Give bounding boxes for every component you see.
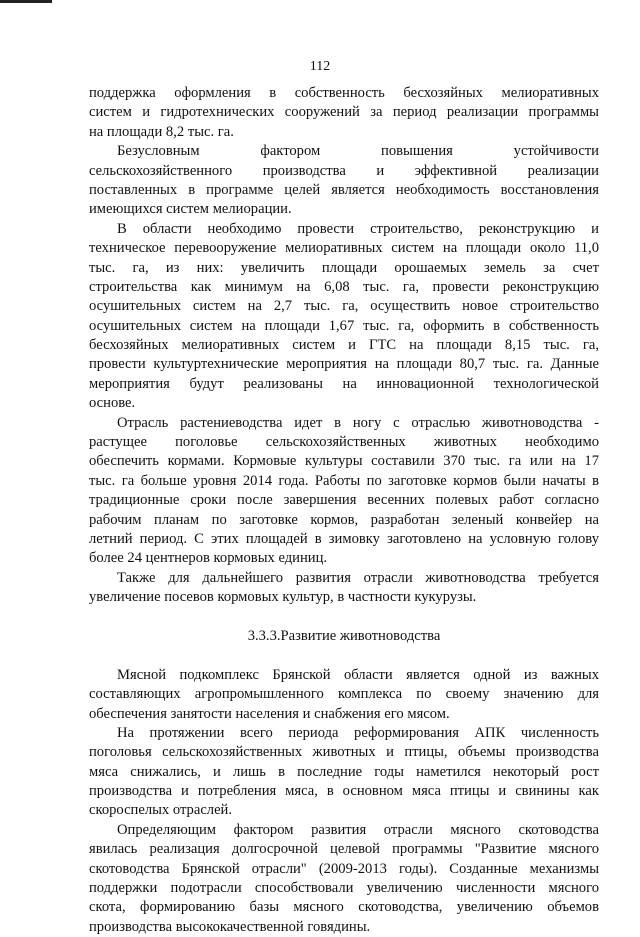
- text-line: На протяжении всего периода реформирования АПК численность: [117, 724, 599, 741]
- paragraph: [89, 666, 599, 724]
- text-line: производства высококачественной говядины.: [89, 918, 371, 935]
- text-line: увеличение посевов кормовых культур, в частности кукурузы.: [89, 589, 477, 606]
- text-line: бесхозяйных мелиоративных систем и ГТС на площади 8,15 тыс. га,: [89, 337, 599, 354]
- text-line: тыс. га больше уровня 2014 года. Работы по заготовке кормов были начаты в: [89, 472, 599, 489]
- text-line: осушительных систем на 2,7 тыс. га, осуществить новое строительство: [89, 298, 599, 315]
- text-line: производства и потребления мяса, в основном мяса птицы и свинины как: [89, 783, 599, 800]
- text-line: провести культуртехнические мероприятия на площади 80,7 тыс. га. Данные: [89, 356, 599, 373]
- text-line: мяса снижались, и лишь в последние годы наметился некоторый рост: [89, 763, 599, 780]
- paragraphs-after-heading: [89, 666, 599, 937]
- text-line: имеющихся систем мелиорации.: [89, 201, 292, 218]
- text-line: обеспечить кормами. Кормовые культуры составили 370 тыс. га или на 17: [89, 453, 599, 470]
- text-line: на площади 8,2 тыс. га.: [89, 123, 234, 140]
- text-line: поддержки подотрасли способствовали увеличению численности мясного: [89, 880, 599, 897]
- paragraph: [89, 414, 599, 569]
- text-line: скотоводства Брянской отрасли" (2009-2013 годы). Созданные механизмы: [89, 860, 599, 877]
- text-line: строительства как минимум на 6,08 тыс. га, провести реконструкцию: [89, 278, 599, 295]
- text-line: составляющих агропромышленного комплекса по своему значению для: [89, 686, 599, 703]
- text-line: поддержка оформления в собственность бесхозяйных мелиоративных: [89, 85, 599, 101]
- text-line: поголовья сельскохозяйственных животных и птицы, объемы производства: [89, 744, 599, 761]
- text-line: скороспелых отраслей.: [89, 802, 233, 819]
- text-line: сельскохозяйственного производства и эффективной реализации: [89, 162, 599, 179]
- text-line: систем и гидротехнических сооружений за период реализации программы: [89, 104, 599, 121]
- paragraphs-before-heading: [89, 84, 599, 608]
- text-line: более 24 центнеров кормовых единиц.: [89, 550, 328, 567]
- paragraph: [89, 821, 599, 937]
- text-line: рабочим планам по заготовке кормов, разработан зеленый конвейер на: [89, 511, 599, 528]
- text-line: скота, формированию базы мясного скотоводства, увеличению объемов: [89, 899, 599, 916]
- text-line: Безусловным фактором повышения устойчивости: [117, 143, 599, 160]
- section-heading: 3.3.3.Развитие животноводства: [247, 627, 441, 644]
- text-line: В области необходимо провести строительство, реконструкцию и: [117, 220, 599, 237]
- text-line: техническое перевооружение мелиоративных систем на площади около 11,0: [89, 240, 599, 257]
- paragraph: [89, 724, 599, 821]
- text-line: осушительных систем на площади 1,67 тыс. га, оформить в собственность: [89, 317, 599, 334]
- text-line: мероприятия будут реализованы на инновационной технологической: [89, 375, 599, 392]
- text-line: тыс. га, из них: увеличить площади орошаемых земель за счет: [89, 259, 599, 276]
- text-line: традиционные сроки после завершения весенних полевых работ согласно: [89, 492, 599, 509]
- text-line: явилась реализация долгосрочной целевой программы "Развитие мясного: [89, 841, 599, 858]
- scan-edge-mark: [0, 0, 52, 3]
- paragraph: [89, 84, 599, 142]
- text-line: растущее поголовье сельскохозяйственных животных необходимо: [89, 434, 599, 451]
- text-line: основе.: [89, 395, 136, 412]
- paragraph: [89, 220, 599, 414]
- text-line: летний период. С этих площадей в зимовку заготовлено на условную голову: [89, 530, 599, 547]
- text-line: Определяющим фактором развития отрасли мясного скотоводства: [117, 821, 599, 838]
- paragraph: [89, 569, 599, 608]
- page-number: 112: [309, 59, 331, 74]
- text-line: Отрасль растениеводства идет в ногу с отраслью животноводства -: [117, 414, 599, 431]
- text-line: обеспечения занятости населения и снабжения его мясом.: [89, 705, 450, 722]
- text-line: Мясной подкомплекс Брянской области является одной из важных: [117, 666, 599, 683]
- document-body: [89, 84, 599, 937]
- text-line: Также для дальнейшего развития отрасли животноводства требуется: [117, 569, 599, 586]
- paragraph: [89, 142, 599, 220]
- text-line: поставленных в программе целей является необходимость восстановления: [89, 181, 599, 198]
